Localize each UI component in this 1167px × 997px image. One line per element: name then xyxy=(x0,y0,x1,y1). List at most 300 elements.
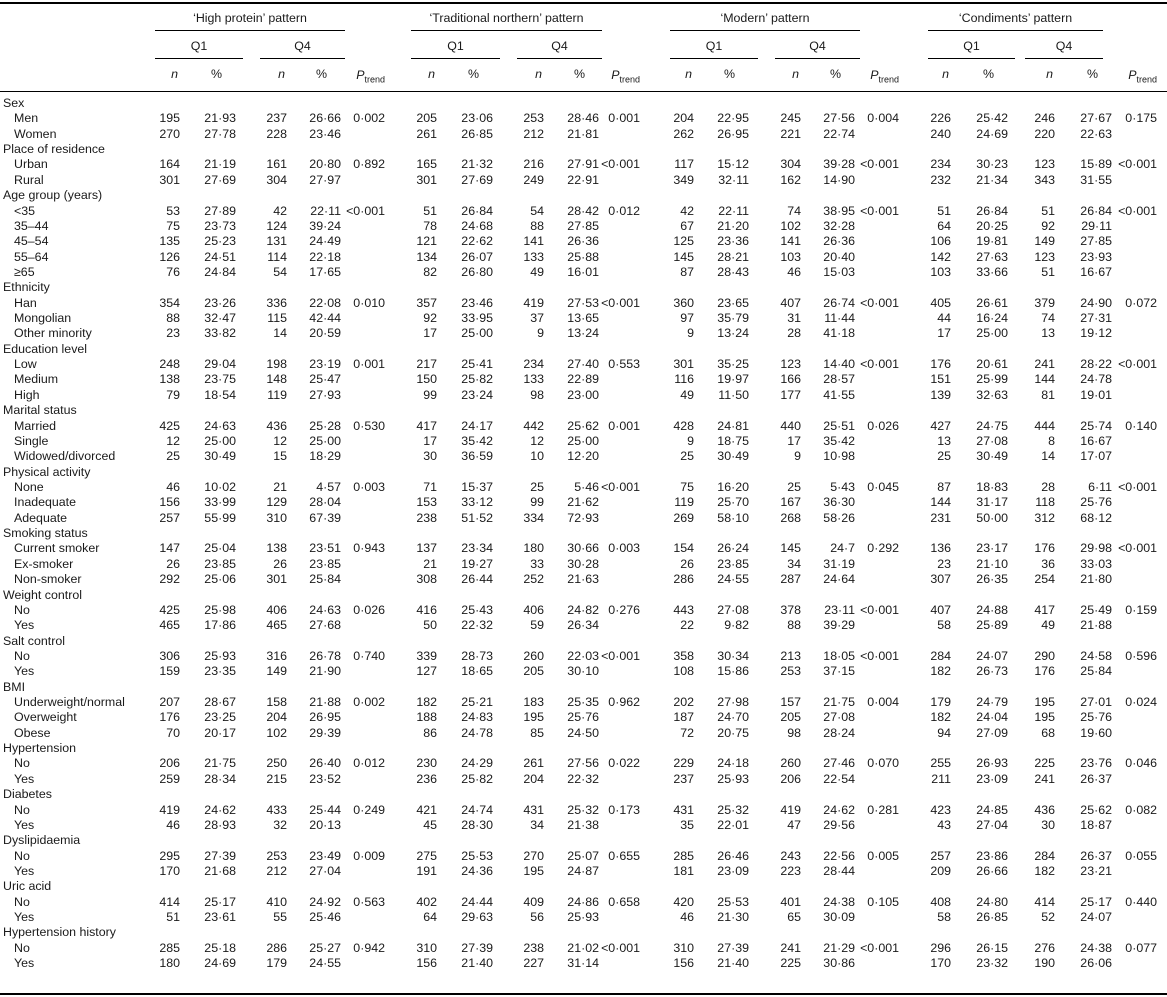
n-column-heading: n xyxy=(942,67,949,81)
cell-percent-q1: 25·32 xyxy=(717,802,749,817)
cell-n-q4: 401 xyxy=(780,894,801,909)
cell-p-trend: 0·962 xyxy=(608,695,640,710)
cell-percent-q4: 27·08 xyxy=(823,710,855,725)
cell-percent-q4: 19·12 xyxy=(1080,326,1112,341)
cell-n-q1: 206 xyxy=(159,756,180,771)
cell-n-q4: 8 xyxy=(1048,433,1055,448)
cell-n-q4: 26 xyxy=(273,556,287,571)
cell-n-q4: 227 xyxy=(523,956,544,971)
cell-percent-q1: 25·41 xyxy=(461,357,493,372)
cell-percent-q1: 25·53 xyxy=(461,848,493,863)
cell-n-q1: 86 xyxy=(423,725,437,740)
cell-percent-q1: 24·70 xyxy=(717,710,749,725)
cell-n-q4: 312 xyxy=(1034,510,1055,525)
cell-p-trend: 0·072 xyxy=(1125,295,1157,310)
cell-percent-q1: 24·51 xyxy=(204,249,236,264)
cell-n-q4: 102 xyxy=(780,218,801,233)
cell-p-trend: 0·077 xyxy=(1125,940,1157,955)
cell-n-q4: 301 xyxy=(266,572,287,587)
cell-n-q4: 234 xyxy=(523,357,544,372)
cell-percent-q1: 25·93 xyxy=(717,771,749,786)
cell-n-q1: 46 xyxy=(680,910,694,925)
cell-percent-q1: 21·30 xyxy=(717,910,749,925)
cell-p-trend: 0·249 xyxy=(353,802,385,817)
cell-percent-q1: 25·21 xyxy=(461,695,493,710)
cell-n-q4: 85 xyxy=(530,725,544,740)
cell-n-q4: 245 xyxy=(780,111,801,126)
row-label: Non-smoker xyxy=(14,572,82,587)
cell-p-trend: 0·596 xyxy=(1125,648,1157,663)
cell-n-q4: 129 xyxy=(266,495,287,510)
cell-percent-q4: 25·51 xyxy=(823,418,855,433)
cell-percent-q1: 23·36 xyxy=(717,234,749,249)
cell-percent-q4: 29·39 xyxy=(309,725,341,740)
n-column-heading: n xyxy=(792,67,799,81)
cell-n-q4: 433 xyxy=(266,802,287,817)
group-label: Education level xyxy=(3,341,88,356)
cell-percent-q1: 25·82 xyxy=(461,372,493,387)
cell-percent-q1: 19·27 xyxy=(461,556,493,571)
row-label: Low xyxy=(14,357,37,372)
cell-n-q1: 231 xyxy=(930,510,951,525)
cell-percent-q4: 30·09 xyxy=(823,910,855,925)
cell-percent-q1: 21·68 xyxy=(204,864,236,878)
cell-p-trend: 0·024 xyxy=(1125,695,1157,710)
cell-n-q1: 301 xyxy=(673,357,694,372)
cell-n-q1: 195 xyxy=(159,111,180,126)
cell-n-q1: 150 xyxy=(416,372,437,387)
cell-n-q1: 17 xyxy=(423,326,437,341)
cell-n-q4: 25 xyxy=(787,480,801,494)
cell-n-q1: 262 xyxy=(673,126,694,141)
cell-n-q4: 379 xyxy=(1034,295,1055,310)
cell-percent-q4: 16·67 xyxy=(1080,433,1112,448)
cell-percent-q1: 21·20 xyxy=(717,218,749,233)
cell-percent-q4: 5·46 xyxy=(574,480,599,494)
cell-n-q1: 310 xyxy=(416,940,437,955)
cell-n-q4: 406 xyxy=(266,602,287,617)
cell-percent-q1: 27·89 xyxy=(204,203,236,218)
cell-n-q1: 181 xyxy=(673,864,694,878)
cell-percent-q1: 36·59 xyxy=(461,449,493,464)
cell-percent-q1: 30·49 xyxy=(717,449,749,464)
cell-n-q4: 310 xyxy=(266,510,287,525)
pattern-heading: ‘Modern’ pattern xyxy=(720,11,810,25)
cell-percent-q1: 24·75 xyxy=(976,418,1008,433)
cell-percent-q1: 23·73 xyxy=(204,218,236,233)
cell-n-q4: 195 xyxy=(1034,695,1055,710)
cell-n-q4: 190 xyxy=(1034,956,1055,971)
cell-n-q1: 307 xyxy=(930,572,951,587)
cell-n-q4: 103 xyxy=(780,249,801,264)
cell-percent-q4: 25·47 xyxy=(309,372,341,387)
cell-p-trend: 0·045 xyxy=(867,480,899,494)
cell-percent-q1: 24·83 xyxy=(461,710,493,725)
cell-n-q4: 21 xyxy=(273,480,287,494)
cell-percent-q1: 15·12 xyxy=(717,157,749,172)
cell-percent-q1: 22·32 xyxy=(461,618,493,633)
cell-n-q4: 30 xyxy=(1041,817,1055,832)
cell-n-q4: 13 xyxy=(1041,326,1055,341)
cell-percent-q4: 27·97 xyxy=(309,172,341,187)
cell-n-q4: 33 xyxy=(530,556,544,571)
cell-percent-q1: 24·78 xyxy=(461,725,493,740)
cell-percent-q4: 36·30 xyxy=(823,495,855,510)
cell-percent-q4: 22·11 xyxy=(310,203,341,218)
cell-n-q1: 257 xyxy=(159,510,180,525)
cell-p-trend: <0·001 xyxy=(860,940,899,955)
cell-percent-q1: 25·93 xyxy=(204,648,236,663)
cell-percent-q1: 30·34 xyxy=(717,648,749,663)
cell-n-q4: 31 xyxy=(787,311,801,326)
cell-n-q4: 254 xyxy=(1034,572,1055,587)
cell-percent-q4: 25·00 xyxy=(567,433,599,448)
percent-column-heading: % xyxy=(982,67,994,81)
cell-p-trend: <0·001 xyxy=(1118,157,1157,172)
cell-percent-q1: 26·44 xyxy=(461,572,493,587)
group-label: Hypertension history xyxy=(3,925,116,940)
cell-n-q1: 292 xyxy=(159,572,180,587)
cell-percent-q4: 22·91 xyxy=(567,172,599,187)
cell-n-q1: 46 xyxy=(166,480,180,494)
row-label: Overweight xyxy=(14,710,77,725)
cell-n-q4: 114 xyxy=(267,249,287,264)
cell-n-q4: 206 xyxy=(780,771,801,786)
cell-percent-q4: 25·32 xyxy=(567,802,599,817)
cell-n-q4: 221 xyxy=(780,126,801,141)
cell-percent-q4: 26·37 xyxy=(1080,771,1112,786)
cell-n-q4: 225 xyxy=(780,956,801,971)
cell-percent-q1: 24·69 xyxy=(976,126,1008,141)
cell-percent-q4: 23·76 xyxy=(1080,756,1112,771)
quartile-q1-heading: Q1 xyxy=(963,39,980,53)
cell-n-q4: 304 xyxy=(266,172,287,187)
cell-n-q1: 106 xyxy=(930,234,951,249)
cell-percent-q1: 19·97 xyxy=(717,372,749,387)
cell-percent-q4: 22·56 xyxy=(823,848,855,863)
percent-column-heading: % xyxy=(573,67,585,81)
cell-n-q1: 402 xyxy=(416,894,437,909)
cell-percent-q4: 26·37 xyxy=(1080,848,1112,863)
cell-n-q1: 153 xyxy=(416,495,437,510)
cell-percent-q4: 21·80 xyxy=(1080,572,1112,587)
cell-percent-q1: 24·29 xyxy=(461,756,493,771)
cell-percent-q1: 23·24 xyxy=(461,387,493,402)
cell-percent-q1: 51·52 xyxy=(461,510,493,525)
group-label: Smoking status xyxy=(3,526,88,541)
cell-n-q4: 179 xyxy=(266,956,287,971)
cell-n-q4: 316 xyxy=(266,648,287,663)
cell-n-q4: 133 xyxy=(523,372,544,387)
cell-n-q1: 207 xyxy=(159,695,180,710)
cell-n-q1: 134 xyxy=(416,249,437,264)
cell-percent-q4: 27·85 xyxy=(1080,234,1112,249)
row-label: Married xyxy=(14,418,56,433)
cell-percent-q1: 32·63 xyxy=(976,387,1008,402)
cell-n-q1: 182 xyxy=(930,710,951,725)
cell-n-q4: 124 xyxy=(266,218,287,233)
cell-n-q4: 119 xyxy=(267,387,287,402)
cell-n-q1: 310 xyxy=(673,940,694,955)
cell-percent-q4: 23·85 xyxy=(309,556,341,571)
cell-percent-q1: 26·85 xyxy=(461,126,493,141)
cell-percent-q1: 26·66 xyxy=(976,864,1008,878)
cell-percent-q4: 27·40 xyxy=(567,357,599,372)
cell-n-q4: 49 xyxy=(530,264,544,279)
cell-percent-q1: 20·61 xyxy=(976,357,1008,372)
cell-percent-q4: 27·85 xyxy=(567,218,599,233)
cell-n-q4: 334 xyxy=(523,510,544,525)
cell-percent-q4: 15·89 xyxy=(1080,157,1112,172)
cell-p-trend: 0·046 xyxy=(1125,756,1157,771)
cell-n-q1: 97 xyxy=(680,311,694,326)
cell-percent-q4: 15·03 xyxy=(823,264,855,279)
cell-n-q4: 205 xyxy=(780,710,801,725)
cell-percent-q4: 28·46 xyxy=(567,111,599,126)
cell-p-trend: 0·009 xyxy=(353,848,385,863)
cell-p-trend: 0·281 xyxy=(867,802,899,817)
cell-n-q1: 308 xyxy=(416,572,437,587)
cell-percent-q1: 25·99 xyxy=(976,372,1008,387)
cell-p-trend: 0·004 xyxy=(867,111,899,126)
cell-n-q1: 286 xyxy=(673,572,694,587)
cell-percent-q1: 13·24 xyxy=(717,326,749,341)
cell-n-q4: 213 xyxy=(780,648,801,663)
cell-n-q4: 92 xyxy=(1041,218,1055,233)
cell-percent-q1: 24·44 xyxy=(461,894,493,909)
cell-n-q1: 139 xyxy=(930,387,951,402)
cell-n-q1: 419 xyxy=(159,802,180,817)
p-subscript: trend xyxy=(364,74,385,85)
cell-n-q1: 125 xyxy=(673,234,694,249)
cell-n-q4: 54 xyxy=(530,203,544,218)
cell-percent-q1: 23·85 xyxy=(204,556,236,571)
cell-percent-q1: 23·34 xyxy=(461,541,493,556)
cell-n-q4: 158 xyxy=(266,695,287,710)
cell-percent-q4: 24·86 xyxy=(567,894,599,909)
cell-n-q4: 304 xyxy=(780,157,801,172)
cell-percent-q1: 26·46 xyxy=(717,848,749,863)
cell-n-q1: 296 xyxy=(930,940,951,955)
cell-percent-q4: 16·01 xyxy=(567,264,599,279)
cell-n-q1: 295 xyxy=(159,848,180,863)
cell-n-q4: 198 xyxy=(266,357,287,372)
cell-n-q1: 51 xyxy=(937,203,951,218)
cell-n-q4: 215 xyxy=(266,771,287,786)
cell-percent-q4: 42·44 xyxy=(309,311,341,326)
cell-percent-q1: 30·23 xyxy=(976,157,1008,172)
cell-n-q4: 287 xyxy=(780,572,801,587)
cell-n-q1: 237 xyxy=(673,771,694,786)
cell-n-q1: 211 xyxy=(931,771,951,786)
cell-n-q1: 205 xyxy=(416,111,437,126)
cell-n-q1: 427 xyxy=(930,418,951,433)
row-label: Current smoker xyxy=(14,541,100,556)
cell-n-q4: 54 xyxy=(273,264,287,279)
cell-n-q4: 176 xyxy=(1034,664,1055,679)
cell-n-q4: 149 xyxy=(1034,234,1055,249)
cell-percent-q1: 23·35 xyxy=(204,664,236,679)
cell-percent-q1: 11·50 xyxy=(718,387,749,402)
cell-percent-q4: 20·13 xyxy=(309,817,341,832)
n-column-heading: n xyxy=(685,67,692,81)
bottom-rule xyxy=(0,993,1167,995)
cell-p-trend: 0·012 xyxy=(608,203,640,218)
cell-n-q1: 421 xyxy=(416,802,437,817)
cell-percent-q1: 27·63 xyxy=(976,249,1008,264)
cell-percent-q1: 26·84 xyxy=(461,203,493,218)
cell-percent-q4: 30·10 xyxy=(567,664,599,679)
cell-percent-q1: 29·63 xyxy=(461,910,493,925)
cell-percent-q1: 24·62 xyxy=(204,802,236,817)
cell-percent-q4: 22·63 xyxy=(1080,126,1112,141)
cell-n-q1: 43 xyxy=(937,817,951,832)
cell-percent-q4: 5·43 xyxy=(830,480,855,494)
cell-n-q1: 22 xyxy=(680,618,694,633)
cell-n-q4: 205 xyxy=(523,664,544,679)
cell-n-q4: 286 xyxy=(266,940,287,955)
cell-p-trend: 0·140 xyxy=(1125,418,1157,433)
cell-percent-q1: 23·25 xyxy=(204,710,236,725)
cell-percent-q4: 25·44 xyxy=(309,802,341,817)
cell-n-q1: 92 xyxy=(423,311,437,326)
cell-percent-q4: 21·62 xyxy=(567,495,599,510)
cell-n-q1: 51 xyxy=(423,203,437,218)
cell-p-trend: 0·943 xyxy=(353,541,385,556)
cell-percent-q4: 25·84 xyxy=(1080,664,1112,679)
cell-percent-q4: 11·44 xyxy=(824,311,855,326)
cell-n-q1: 13 xyxy=(937,433,951,448)
percent-column-heading: % xyxy=(829,67,841,81)
cell-percent-q4: 29·56 xyxy=(823,817,855,832)
cell-percent-q4: 18·29 xyxy=(309,449,341,464)
cell-n-q4: 99 xyxy=(530,495,544,510)
row-label: 35–44 xyxy=(14,218,49,233)
cell-n-q1: 180 xyxy=(159,956,180,971)
cell-percent-q1: 24·55 xyxy=(717,572,749,587)
cell-percent-q4: 18·87 xyxy=(1080,817,1112,832)
cell-percent-q1: 23·86 xyxy=(976,848,1008,863)
cell-percent-q1: 28·93 xyxy=(204,817,236,832)
cell-n-q1: 99 xyxy=(423,387,437,402)
cell-n-q1: 306 xyxy=(159,648,180,663)
cell-n-q1: 67 xyxy=(680,218,694,233)
p-label: P xyxy=(870,68,879,82)
cell-percent-q1: 18·54 xyxy=(204,387,236,402)
cell-percent-q1: 31·17 xyxy=(976,495,1008,510)
cell-n-q4: 17 xyxy=(787,433,801,448)
cell-percent-q1: 10·02 xyxy=(204,480,236,494)
cell-n-q1: 17 xyxy=(423,433,437,448)
cell-percent-q4: 22·54 xyxy=(823,771,855,786)
cell-percent-q4: 27·56 xyxy=(823,111,855,126)
cell-percent-q4: 25·93 xyxy=(567,910,599,925)
cell-percent-q1: 16·24 xyxy=(976,311,1008,326)
cell-percent-q4: 21·81 xyxy=(567,126,599,141)
cell-n-q4: 9 xyxy=(794,449,801,464)
cell-n-q1: 25 xyxy=(937,449,951,464)
cell-p-trend: 0·655 xyxy=(608,848,640,863)
cell-percent-q1: 24·18 xyxy=(717,756,749,771)
cell-p-trend: <0·001 xyxy=(346,203,385,218)
cell-n-q4: 88 xyxy=(787,618,801,633)
cell-n-q1: 25 xyxy=(166,449,180,464)
cell-percent-q4: 25·28 xyxy=(309,418,341,433)
cell-n-q4: 180 xyxy=(523,541,544,556)
cell-n-q4: 223 xyxy=(780,864,801,878)
cell-p-trend: 0·003 xyxy=(608,541,640,556)
row-label: 45–54 xyxy=(14,234,49,249)
row-label: Underweight/normal xyxy=(14,695,125,710)
cell-percent-q4: 26·95 xyxy=(309,710,341,725)
cell-n-q1: 236 xyxy=(416,771,437,786)
cell-percent-q1: 20·25 xyxy=(976,218,1008,233)
cell-percent-q4: 16·67 xyxy=(1080,264,1112,279)
row-label: Yes xyxy=(14,817,35,832)
cell-percent-q1: 26·80 xyxy=(461,264,493,279)
cell-n-q1: 82 xyxy=(423,264,437,279)
cell-n-q1: 425 xyxy=(159,418,180,433)
cell-n-q1: 12 xyxy=(166,433,180,448)
cell-n-q1: 202 xyxy=(673,695,694,710)
row-label: Urban xyxy=(14,157,48,172)
cell-n-q1: 443 xyxy=(673,602,694,617)
cell-percent-q1: 27·08 xyxy=(717,602,749,617)
cell-n-q4: 102 xyxy=(266,725,287,740)
pattern-heading: ‘Condiments’ pattern xyxy=(958,11,1073,25)
cell-percent-q4: 20·80 xyxy=(309,157,341,172)
cell-percent-q1: 23·75 xyxy=(204,372,236,387)
cell-n-q4: 253 xyxy=(266,848,287,863)
cell-n-q4: 59 xyxy=(530,618,544,633)
cell-percent-q4: 22·32 xyxy=(567,771,599,786)
cell-n-q4: 204 xyxy=(266,710,287,725)
cell-percent-q1: 24·04 xyxy=(976,710,1008,725)
cell-n-q1: 159 xyxy=(159,664,180,679)
p-subscript: trend xyxy=(878,74,899,85)
cell-percent-q1: 9·82 xyxy=(724,618,749,633)
cell-percent-q1: 32·47 xyxy=(204,311,236,326)
percent-column-heading: % xyxy=(315,67,327,81)
cell-percent-q4: 22·74 xyxy=(823,126,855,141)
cell-percent-q1: 28·43 xyxy=(717,264,749,279)
cell-n-q4: 249 xyxy=(523,172,544,187)
cell-n-q1: 182 xyxy=(416,695,437,710)
cell-n-q4: 123 xyxy=(1034,157,1055,172)
cell-percent-q4: 24·38 xyxy=(823,894,855,909)
cell-n-q1: 230 xyxy=(416,756,437,771)
cell-percent-q4: 41·55 xyxy=(823,387,855,402)
cell-percent-q1: 25·53 xyxy=(717,894,749,909)
cell-percent-q4: 67·39 xyxy=(309,510,341,525)
cell-percent-q4: 21·90 xyxy=(309,664,341,679)
cell-n-q1: 179 xyxy=(930,695,951,710)
cell-percent-q4: 10·98 xyxy=(823,449,855,464)
cell-n-q1: 275 xyxy=(416,848,437,863)
cell-n-q4: 220 xyxy=(1034,126,1055,141)
cell-n-q1: 42 xyxy=(680,203,694,218)
cell-n-q4: 442 xyxy=(523,418,544,433)
cell-percent-q1: 15·37 xyxy=(461,480,493,494)
p-label: P xyxy=(356,68,365,82)
cell-percent-q4: 25·35 xyxy=(567,695,599,710)
cell-p-trend: <0·001 xyxy=(1118,541,1157,556)
cell-percent-q1: 24·79 xyxy=(976,695,1008,710)
cell-percent-q1: 26·35 xyxy=(976,572,1008,587)
cell-n-q1: 358 xyxy=(673,648,694,663)
cell-percent-q1: 18·65 xyxy=(461,664,493,679)
cell-percent-q1: 27·09 xyxy=(976,725,1008,740)
